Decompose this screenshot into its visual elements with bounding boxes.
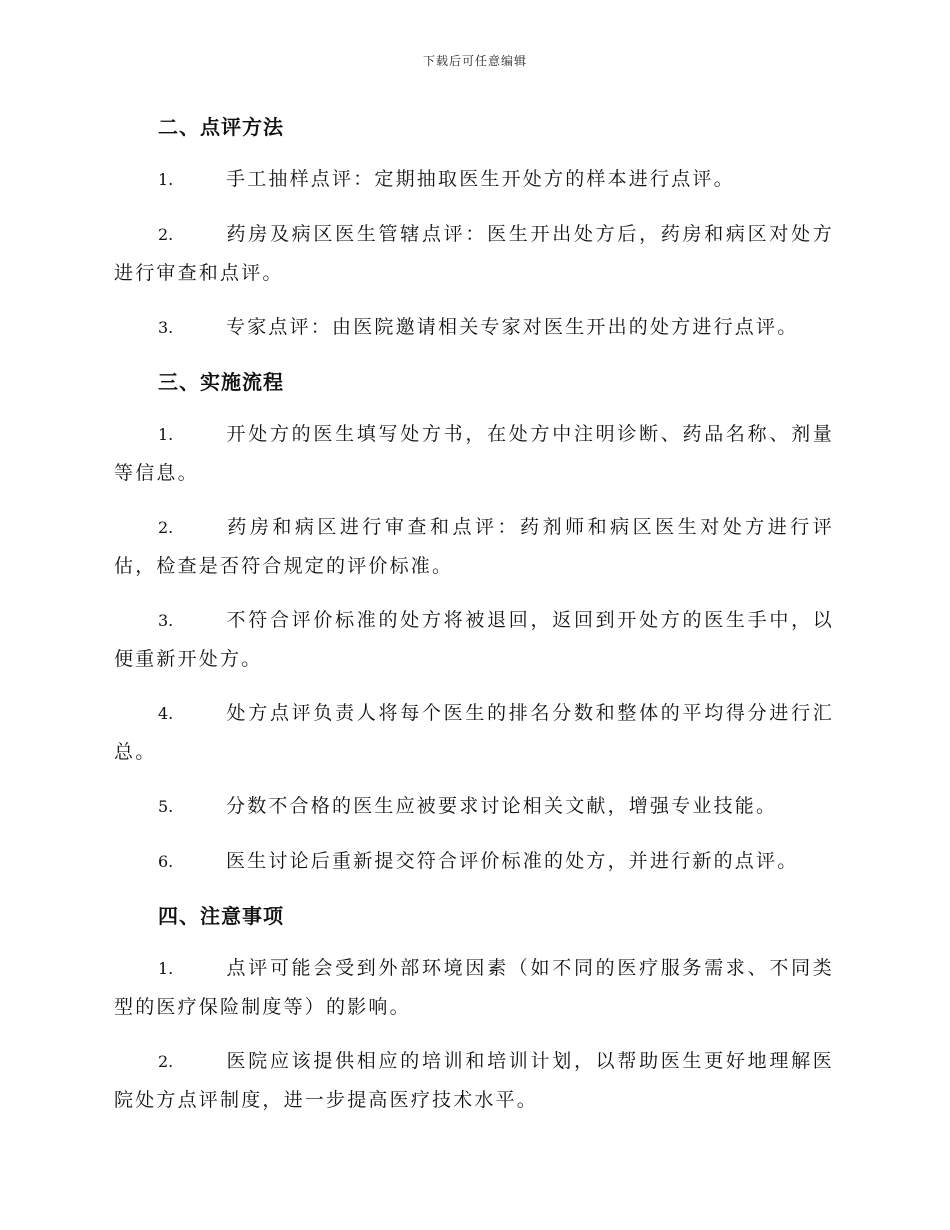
list-item: [114, 601, 834, 678]
item-text: 开处方的医生填写处方书，在处方中注明诊断、药品名称、剂量等信息。: [114, 423, 834, 484]
item-text: 点评可能会受到外部环境因素（如不同的医疗服务需求、不同类型的医疗保险制度等）的影响。: [114, 957, 834, 1018]
list-item: [114, 160, 834, 199]
item-text: 医院应该提供相应的培训和培训计划，以帮助医生更好地理解医院处方点评制度，进一步提高医疗技术水平。: [114, 1050, 834, 1111]
item-number: 4.: [158, 704, 174, 723]
item-text: 药房和病区进行审查和点评：药剂师和病区医生对处方进行评估，检查是否符合规定的评价标准。: [114, 516, 834, 577]
item-text: 医生讨论后重新提交符合评价标准的处方，并进行新的点评。: [226, 850, 799, 872]
item-number: 5.: [158, 797, 174, 816]
item-text: 药房及病区医生管辖点评：医生开出处方后，药房和病区对处方进行审查和点评。: [114, 223, 834, 284]
item-number: 3.: [158, 611, 174, 630]
section-heading-methods: 二、点评方法: [158, 115, 284, 139]
page-header: 下载后可任意编辑: [422, 54, 527, 68]
item-text: 处方点评负责人将每个医生的排名分数和整体的平均得分进行汇总。: [114, 702, 834, 763]
document-body: [114, 108, 834, 1135]
item-number: 2.: [158, 225, 174, 244]
item-text: 专家点评：由医院邀请相关专家对医生开出的处方进行点评。: [226, 316, 799, 338]
list-item: [114, 787, 834, 826]
item-number: 3.: [158, 318, 174, 337]
item-text: 分数不合格的医生应被要求讨论相关文献，增强专业技能。: [226, 795, 778, 817]
list-item: [114, 1042, 834, 1119]
list-item: [114, 842, 834, 881]
list-item: [114, 694, 834, 771]
list-item: [114, 215, 834, 292]
item-text: 手工抽样点评：定期抽取医生开处方的样本进行点评。: [226, 168, 735, 190]
item-number: 2.: [158, 1052, 174, 1071]
list-item: [114, 949, 834, 1026]
item-number: 1.: [158, 959, 174, 978]
section-heading-notes: 四、注意事项: [158, 904, 284, 928]
section-heading-process: 三、实施流程: [158, 370, 284, 394]
item-number: 6.: [158, 852, 174, 871]
item-text: 不符合评价标准的处方将被退回，返回到开处方的医生手中，以便重新开处方。: [114, 609, 834, 670]
item-number: 2.: [158, 518, 174, 537]
item-number: 1.: [158, 170, 174, 189]
list-item: [114, 415, 834, 492]
item-number: 1.: [158, 425, 174, 444]
list-item: [114, 308, 834, 347]
list-item: [114, 508, 834, 585]
